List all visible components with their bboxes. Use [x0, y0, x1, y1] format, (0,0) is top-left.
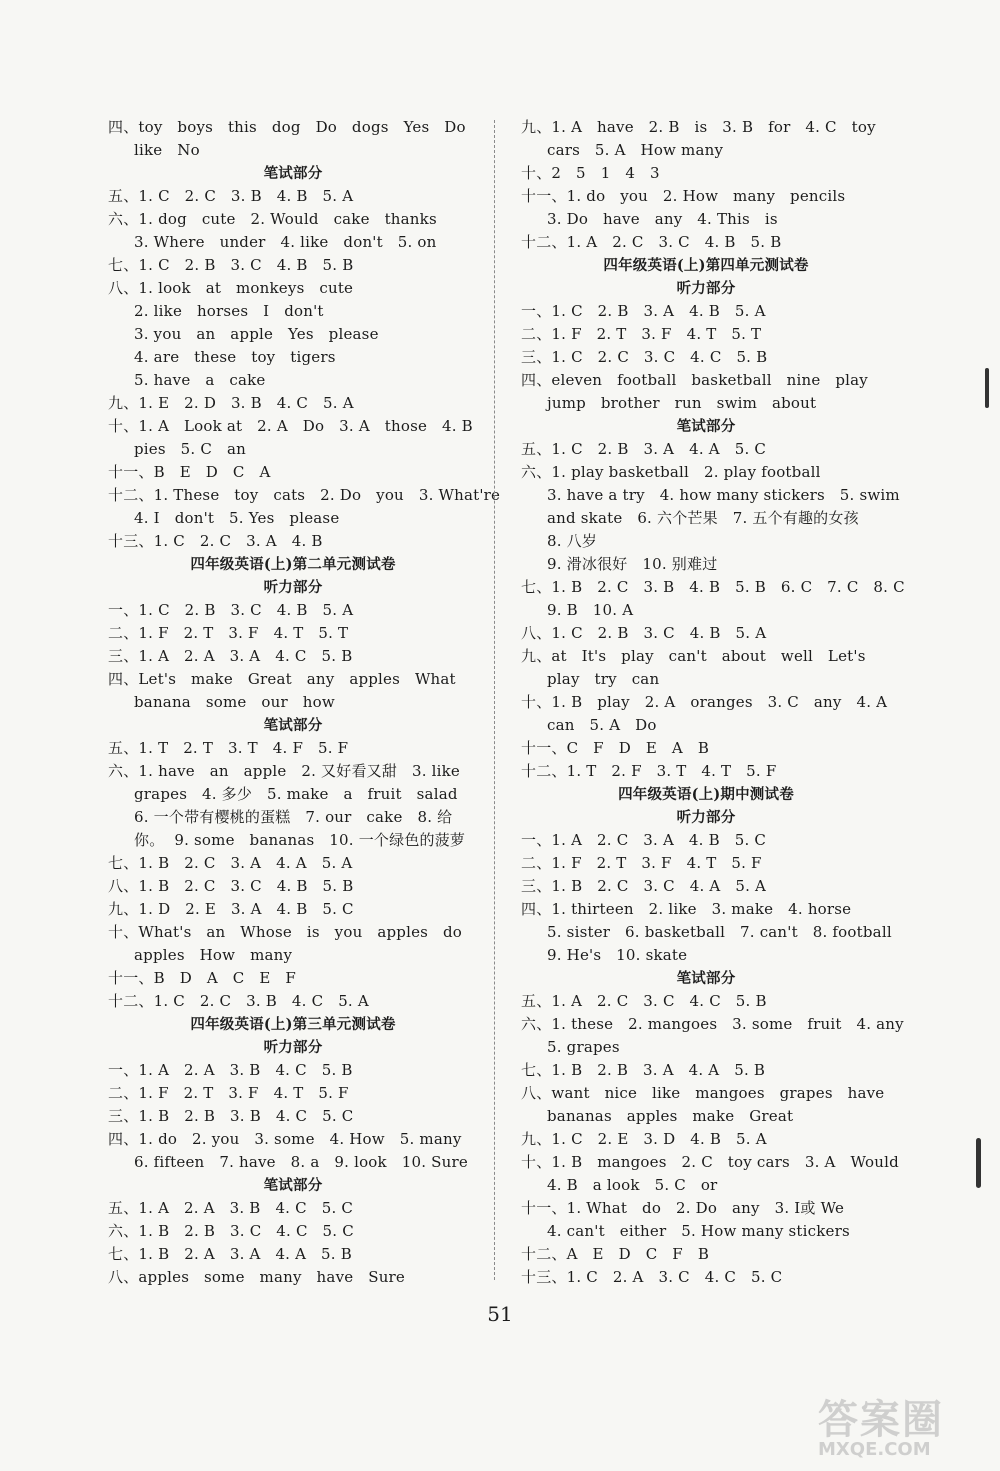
- answer-line: 二、1. F 2. T 3. F 4. T 5. F: [108, 1084, 349, 1102]
- section-heading: 四年级英语(上)第三单元测试卷: [190, 1016, 396, 1033]
- answer-line: 4. can't either 5. How many stickers: [547, 1222, 850, 1240]
- answer-line: 八、want nice like mangoes grapes have: [521, 1084, 885, 1102]
- answer-line: 十二、1. C 2. C 3. B 4. C 5. A: [108, 992, 369, 1010]
- answer-line: 3. Where under 4. like don't 5. on: [134, 233, 437, 251]
- section-heading: 四年级英语(上)第二单元测试卷: [190, 556, 396, 573]
- answer-line: 七、1. B 2. A 3. A 4. A 5. B: [108, 1245, 352, 1263]
- answer-line: 十三、1. C 2. C 3. A 4. B: [108, 532, 323, 550]
- answer-line: 十、1. B mangoes 2. C toy cars 3. A Would: [521, 1153, 899, 1171]
- answer-line: 五、1. A 2. A 3. B 4. C 5. C: [108, 1199, 354, 1217]
- answer-line: banana some our how: [134, 693, 335, 711]
- answer-line: 十二、1. T 2. F 3. T 4. T 5. F: [521, 762, 777, 780]
- answer-line: 四、1. do 2. you 3. some 4. How 5. many: [108, 1130, 462, 1148]
- answer-line: 六、1. have an apple 2. 又好看又甜 3. like: [108, 762, 460, 780]
- answer-line: 八、1. look at monkeys cute: [108, 279, 354, 297]
- answer-line: 三、1. B 2. C 3. C 4. A 5. A: [521, 877, 767, 895]
- answer-line: 2. like horses I don't: [134, 302, 324, 320]
- column-divider: [494, 120, 495, 1280]
- answer-line: 十二、1. These toy cats 2. Do you 3. What're: [108, 486, 501, 504]
- answer-line: 九、1. C 2. E 3. D 4. B 5. A: [521, 1130, 767, 1148]
- answer-line: 九、1. A have 2. B is 3. B for 4. C toy: [521, 118, 876, 136]
- answer-line: 五、1. T 2. T 3. T 4. F 5. F: [108, 739, 349, 757]
- answer-line: 5. have a cake: [134, 371, 266, 389]
- answer-line: 3. Do have any 4. This is: [547, 210, 778, 228]
- section-heading: 四年级英语(上)第四单元测试卷: [603, 257, 809, 274]
- answer-line: 二、1. F 2. T 3. F 4. T 5. T: [521, 325, 762, 343]
- answer-line: 一、1. A 2. C 3. A 4. B 5. C: [521, 831, 767, 849]
- answer-line: 四、toy boys this dog Do dogs Yes Do: [108, 118, 466, 136]
- answer-line: grapes 4. 多少 5. make a fruit salad: [134, 785, 458, 803]
- answer-line: 五、1. C 2. C 3. B 4. B 5. A: [108, 187, 354, 205]
- answer-line: 十一、B D A C E F: [108, 969, 297, 987]
- answer-line: 三、1. A 2. A 3. A 4. C 5. B: [108, 647, 353, 665]
- answer-line: jump brother run swim about: [547, 394, 817, 412]
- answer-line: 一、1. C 2. B 3. A 4. B 5. A: [521, 302, 766, 320]
- answer-line: 十一、1. What do 2. Do any 3. I或 We: [521, 1199, 845, 1217]
- answer-line: 你。 9. some bananas 10. 一个绿色的菠萝: [134, 831, 466, 849]
- answer-line: 九、1. E 2. D 3. B 4. C 5. A: [108, 394, 354, 412]
- answer-line: 十、1. A Look at 2. A Do 3. A those 4. B: [108, 417, 473, 435]
- watermark: [818, 1388, 996, 1464]
- answer-line: 5. grapes: [547, 1038, 620, 1056]
- answer-line: 五、1. C 2. B 3. A 4. A 5. C: [521, 440, 767, 458]
- answer-line: like No: [134, 141, 200, 159]
- answer-line: cars 5. A How many: [547, 141, 724, 159]
- answer-line: 5. sister 6. basketball 7. can't 8. football: [547, 923, 892, 941]
- answer-line: 8. 八岁: [547, 532, 598, 550]
- answer-line: 一、1. C 2. B 3. C 4. B 5. A: [108, 601, 354, 619]
- answer-line: 七、1. C 2. B 3. C 4. B 5. B: [108, 256, 354, 274]
- section-heading: 笔试部分: [263, 717, 323, 734]
- section-heading: 笔试部分: [676, 970, 736, 987]
- answer-line: 三、1. B 2. B 3. B 4. C 5. C: [108, 1107, 354, 1125]
- answer-line: 6. fifteen 7. have 8. a 9. look 10. Sure: [134, 1153, 468, 1171]
- answer-line: 6. 一个带有樱桃的蛋糕 7. our cake 8. 给: [134, 808, 453, 826]
- answer-line: 五、1. A 2. C 3. C 4. C 5. B: [521, 992, 767, 1010]
- answer-line: 9. B 10. A: [547, 601, 634, 619]
- answer-line: 十一、B E D C A: [108, 463, 271, 481]
- answer-line: 3. have a try 4. how many stickers 5. swim: [547, 486, 900, 504]
- section-heading: 听力部分: [676, 809, 736, 826]
- scan-mark: [976, 1138, 981, 1188]
- answer-line: 四、eleven football basketball nine play: [521, 371, 868, 389]
- right-column: [521, 116, 905, 1289]
- answer-line: 4. B a look 5. C or: [547, 1176, 718, 1194]
- answer-line: bananas apples make Great: [547, 1107, 794, 1125]
- answer-line: 十、2 5 1 4 3: [521, 164, 660, 182]
- answer-line: 二、1. F 2. T 3. F 4. T 5. F: [521, 854, 762, 872]
- section-heading: 四年级英语(上)期中测试卷: [618, 786, 794, 803]
- answer-line: apples How many: [134, 946, 293, 964]
- page-number: 51: [487, 1302, 513, 1326]
- section-heading: 听力部分: [676, 280, 736, 297]
- section-heading: 笔试部分: [263, 1177, 323, 1194]
- answer-line: can 5. A Do: [547, 716, 657, 734]
- answer-line: 十、1. B play 2. A oranges 3. C any 4. A: [521, 693, 888, 711]
- answer-line: 七、1. B 2. C 3. B 4. B 5. B 6. C 7. C 8. C: [521, 578, 905, 596]
- answer-line: 七、1. B 2. B 3. A 4. A 5. B: [521, 1061, 766, 1079]
- answer-line: 七、1. B 2. C 3. A 4. A 5. A: [108, 854, 353, 872]
- answer-line: 八、1. B 2. C 3. C 4. B 5. B: [108, 877, 354, 895]
- answer-line: 9. He's 10. skate: [547, 946, 688, 964]
- answer-line: 十一、C F D E A B: [521, 739, 710, 757]
- answer-line: 九、1. D 2. E 3. A 4. B 5. C: [108, 900, 354, 918]
- left-column: [108, 116, 501, 1289]
- section-heading: 听力部分: [263, 1039, 323, 1056]
- answer-line: 八、apples some many have Sure: [108, 1268, 406, 1286]
- answer-line: play try can: [547, 670, 660, 688]
- answer-line: 六、1. B 2. B 3. C 4. C 5. C: [108, 1222, 354, 1240]
- answer-line: 四、1. thirteen 2. like 3. make 4. horse: [521, 900, 852, 918]
- scan-mark: [985, 368, 989, 408]
- answer-line: 十、What's an Whose is you apples do: [108, 923, 462, 941]
- answer-line: 二、1. F 2. T 3. F 4. T 5. T: [108, 624, 349, 642]
- answer-line: 四、Let's make Great any apples What: [108, 670, 456, 688]
- answer-line: 4. are these toy tigers: [134, 348, 336, 366]
- answer-line: 3. you an apple Yes please: [134, 325, 379, 343]
- answer-line: 十一、1. do you 2. How many pencils: [521, 187, 846, 205]
- answer-line: 十二、1. A 2. C 3. C 4. B 5. B: [521, 233, 782, 251]
- section-heading: 听力部分: [263, 579, 323, 596]
- answer-line: 9. 滑冰很好 10. 别难过: [547, 555, 718, 573]
- answer-line: 十三、1. C 2. A 3. C 4. C 5. C: [521, 1268, 783, 1286]
- answer-line: 六、1. play basketball 2. play football: [521, 463, 821, 481]
- answer-line: 4. I don't 5. Yes please: [134, 509, 340, 527]
- answer-line: and skate 6. 六个芒果 7. 五个有趣的女孩: [547, 509, 859, 527]
- answer-line: 三、1. C 2. C 3. C 4. C 5. B: [521, 348, 768, 366]
- section-heading: 笔试部分: [263, 165, 323, 182]
- answer-line: 八、1. C 2. B 3. C 4. B 5. A: [521, 624, 767, 642]
- answer-line: 九、at It's play can't about well Let's: [521, 647, 866, 665]
- section-heading: 笔试部分: [676, 418, 736, 435]
- watermark-logo-text: 答案圈: [818, 1397, 944, 1443]
- answer-line: pies 5. C an: [134, 440, 246, 458]
- answer-line: 十二、A E D C F B: [521, 1245, 710, 1263]
- watermark-url: MXQE.COM: [818, 1439, 931, 1460]
- answer-line: 一、1. A 2. A 3. B 4. C 5. B: [108, 1061, 353, 1079]
- answer-line: 六、1. these 2. mangoes 3. some fruit 4. any: [521, 1015, 904, 1033]
- answer-line: 六、1. dog cute 2. Would cake thanks: [108, 210, 437, 228]
